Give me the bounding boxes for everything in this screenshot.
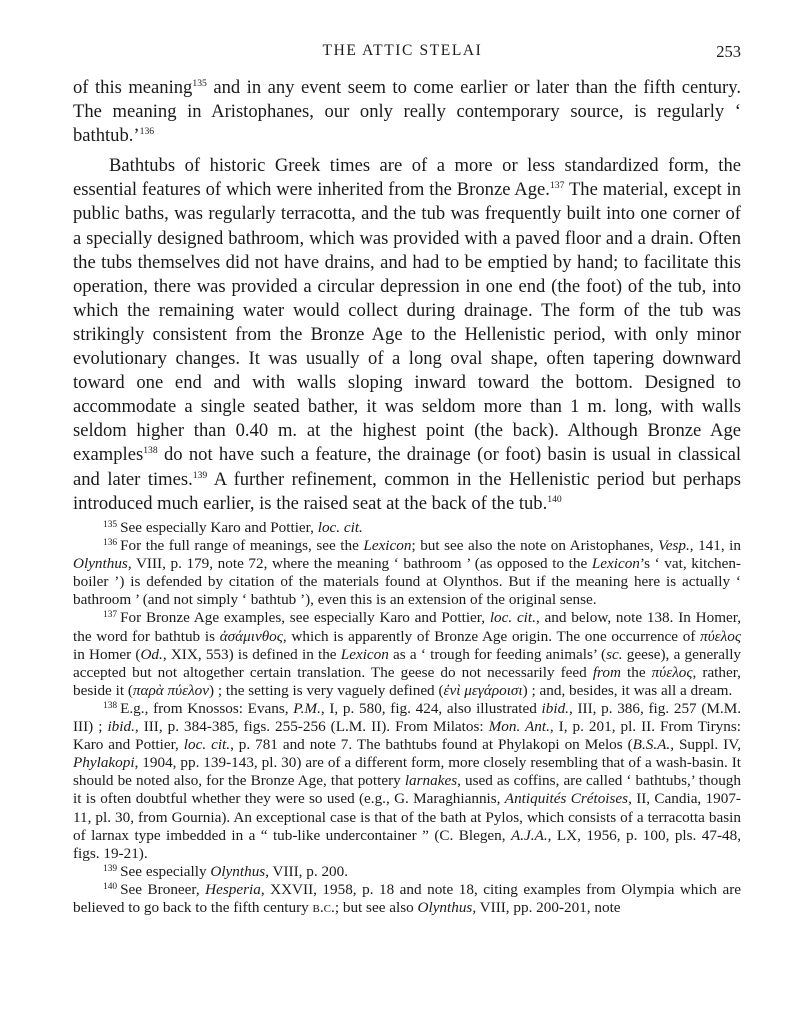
text-run: , rather, beside it ( bbox=[73, 663, 741, 699]
footnote-140 bbox=[73, 881, 741, 917]
text-run-italic: Mon. Ant. bbox=[488, 718, 550, 736]
footnote-ref-140[interactable]: 140 bbox=[547, 493, 562, 505]
text-run: For Bronze Age examples, see especially Karo and Pottier, bbox=[120, 609, 490, 627]
text-run: , III, p. 384-385, figs. 255-256 (L.M. II). From Milatos: bbox=[134, 718, 489, 736]
text-run: , and below, note 138. In Homer, the word for bathtub is bbox=[73, 609, 742, 645]
text-run: For the full range of meanings, see the bbox=[120, 537, 364, 555]
text-run-italic: B.S.A. bbox=[632, 736, 671, 754]
text-run-italic: Lexicon bbox=[340, 645, 389, 663]
text-run: , VIII, p. 200. bbox=[265, 862, 349, 880]
text-run: ; but see also the note on Aristophanes, bbox=[411, 537, 659, 555]
text-run-italic: P.M. bbox=[293, 699, 321, 717]
text-run: A further refinement, common in the Hellenistic period but perhaps introduced much earlier, is the raised seat at the back of the tub. bbox=[73, 468, 741, 514]
text-run: E.g., from Knossos: Evans, bbox=[120, 699, 294, 717]
text-run: , p. 781 and note 7. The bathtubs found at Phylakopi on Melos ( bbox=[230, 736, 633, 754]
text-run-italic: loc. cit. bbox=[489, 609, 536, 627]
running-head bbox=[0, 42, 805, 66]
text-run: ’s ‘ vat, kitchen-boiler ’) is defended by citation of the materials found at Olynthos. But if the meaning here is actually ‘ bathroom ’ (and not simply ‘ bathtub ’), even this is an extension of the original sense. bbox=[73, 555, 741, 609]
greek-word: παρὰ πύελον bbox=[132, 681, 210, 699]
footnote-number: 137 bbox=[103, 610, 118, 621]
text-run: The material, except in public baths, was regularly terracotta, and the tub was frequently built into one corner of a specially designed bathroom, which was provided with a paved floor and a drain. Often the tubs themselves did not have drains, and had to be emptied by hand; to facilitate this operation, there was provided a circular depression in one end (the foot) of the tub, into which the remaining water would collect during drainage. The form of the tub was strikingly consistent from the Bronze Age to the Hellenistic period, with only minor evolutionary changes. It was usually of a long oval shape, often tapering downward toward one end and with walls sloping inward toward the bottom. Designed to accommodate a single seated bather, it was seldom more than 1 m. long, with walls seldom higher than 0.40 m. at the highest point (the back). Although Bronze Age examples bbox=[73, 179, 741, 466]
text-run: , I, p. 580, fig. 424, also illustrated bbox=[320, 699, 542, 717]
text-run: , III, p. 386, fig. 257 (M.M. III) ; bbox=[73, 699, 741, 736]
text-run-italic: Od. bbox=[140, 645, 163, 663]
text-run: , LX, 1956, p. 100, pls. 47-48, figs. 19-21). bbox=[73, 826, 741, 862]
footnote-number: 140 bbox=[103, 881, 118, 892]
text-run: , Suppl. IV, bbox=[670, 736, 741, 754]
text-run-italic: Hesperia bbox=[205, 880, 261, 898]
text-run-italic: Phylakopi bbox=[73, 754, 135, 772]
text-run: Bathtubs of historic Greek times are of a more or less standardized form, the essential features of which were inherited from the Bronze Age. bbox=[73, 155, 741, 201]
text-run: , 1904, pp. 139-143, pl. 30) are of a different form, more closely resembling that of a wash-basin. It should be noted also, for the Bronze Age, that pottery bbox=[73, 754, 741, 790]
text-run: , 141, in bbox=[689, 537, 741, 555]
text-run-italic: loc. cit. bbox=[183, 736, 231, 754]
text-run-italic: ibid. bbox=[107, 718, 135, 736]
footnote-ref-139[interactable]: 139 bbox=[192, 469, 208, 481]
text-run: , VIII, p. 179, note 72, where the meaning ‘ bathroom ’ (as opposed to the bbox=[127, 555, 592, 573]
footnote-ref-138[interactable]: 138 bbox=[143, 445, 158, 457]
text-run-italic: Olynthus bbox=[73, 555, 128, 573]
text-run-italic: from bbox=[592, 663, 621, 681]
text-run: geese), a generally accepted but not altogether certain translation. The geese do not necessarily feed bbox=[73, 645, 742, 681]
text-run-smallcaps: b.c. bbox=[312, 898, 335, 916]
page-number: 253 bbox=[716, 42, 741, 61]
footnote-number: 138 bbox=[103, 700, 118, 711]
footnote-139 bbox=[73, 863, 741, 881]
text-run: , XXVII, 1958, p. 18 and note 18, citing examples from Olympia which are believed to go back to the fifth century bbox=[73, 880, 741, 916]
text-run-italic: A.J.A. bbox=[510, 826, 548, 844]
footnote-137 bbox=[73, 609, 741, 699]
greek-word: πύελος bbox=[700, 627, 741, 645]
text-run: , used as coffins, are called ‘ bathtubs,’ though it is often doubtful whether they were so used (e.g., G. Maraghiannis, bbox=[73, 772, 741, 808]
text-run-italic: Olynthus bbox=[417, 898, 473, 916]
footnotes bbox=[73, 519, 741, 917]
paragraph-continued bbox=[73, 76, 741, 148]
footnote-ref-135[interactable]: 135 bbox=[192, 77, 207, 89]
footnote-138 bbox=[73, 700, 741, 863]
footnote-135 bbox=[73, 519, 741, 537]
paragraph-bathtubs bbox=[73, 154, 741, 515]
footnote-number: 136 bbox=[103, 537, 118, 548]
greek-word: ἐνὶ μεγάροισι bbox=[443, 681, 523, 699]
footnote-ref-137[interactable]: 137 bbox=[549, 180, 565, 192]
text-run-italic: larnakes bbox=[404, 772, 458, 790]
text-run: as a ‘ trough for feeding animals’ ( bbox=[388, 645, 607, 663]
text-run: ) ; and, besides, it was all a dream. bbox=[522, 681, 733, 699]
running-title: THE ATTIC STELAI bbox=[322, 42, 483, 59]
text-run: do not have such a feature, the drainage (or foot) basin is usual in classical and later times. bbox=[73, 444, 741, 490]
text-run: of this meaning bbox=[73, 77, 193, 98]
text-run: , which is apparently of Bronze Age origin. The one occurrence of bbox=[282, 627, 701, 645]
text-run: in Homer ( bbox=[73, 645, 141, 663]
footnote-ref-136[interactable]: 136 bbox=[139, 125, 155, 137]
text-run-italic: Olynthus bbox=[210, 862, 266, 880]
text-run-italic: Lexicon bbox=[363, 537, 412, 555]
text-run: , I, p. 201, pl. II. From Tiryns: Karo and Pottier, bbox=[73, 718, 741, 754]
greek-word: πύελος bbox=[651, 663, 693, 681]
text-run-italic: loc. cit. bbox=[317, 519, 363, 536]
text-run: See especially bbox=[120, 862, 211, 880]
footnote-136 bbox=[73, 537, 741, 609]
text-run: ) ; the setting is very vaguely defined ( bbox=[209, 681, 444, 699]
greek-word: ἀσάμινθος bbox=[219, 627, 283, 645]
text-run: ; but see also bbox=[334, 898, 418, 916]
text-run-italic: Vesp. bbox=[658, 537, 690, 555]
text-run: See Broneer, bbox=[120, 880, 206, 898]
text-run: , XIX, 553) is defined in the bbox=[162, 645, 341, 663]
text-run-italic: Lexicon bbox=[591, 555, 640, 573]
text-run: the bbox=[620, 663, 652, 681]
footnote-number: 139 bbox=[103, 863, 118, 874]
footnote-number: 135 bbox=[103, 519, 118, 530]
text-run: See especially Karo and Pottier, bbox=[120, 519, 318, 536]
text-run-italic: sc. bbox=[606, 645, 623, 663]
text-run: and in any event seem to come earlier or later than the fifth century. The meaning in Aristophanes, our only really contemporary source, is regularly ‘ bathtub.’ bbox=[73, 77, 741, 147]
text-run-italic: Antiquités Crétoises bbox=[504, 790, 629, 808]
text-run: , II, Candia, 1907-11, pl. 30, from Gournia). An exceptional case is that of the bath at Pylos, which consists of a terracotta basin of larnax type imbedded in a “ tub-like undercontainer ” (C. Blegen, bbox=[73, 790, 741, 844]
text-run-italic: ibid. bbox=[541, 699, 569, 717]
text-run: , VIII, pp. 200-201, note bbox=[472, 898, 621, 916]
body-text bbox=[73, 76, 741, 522]
